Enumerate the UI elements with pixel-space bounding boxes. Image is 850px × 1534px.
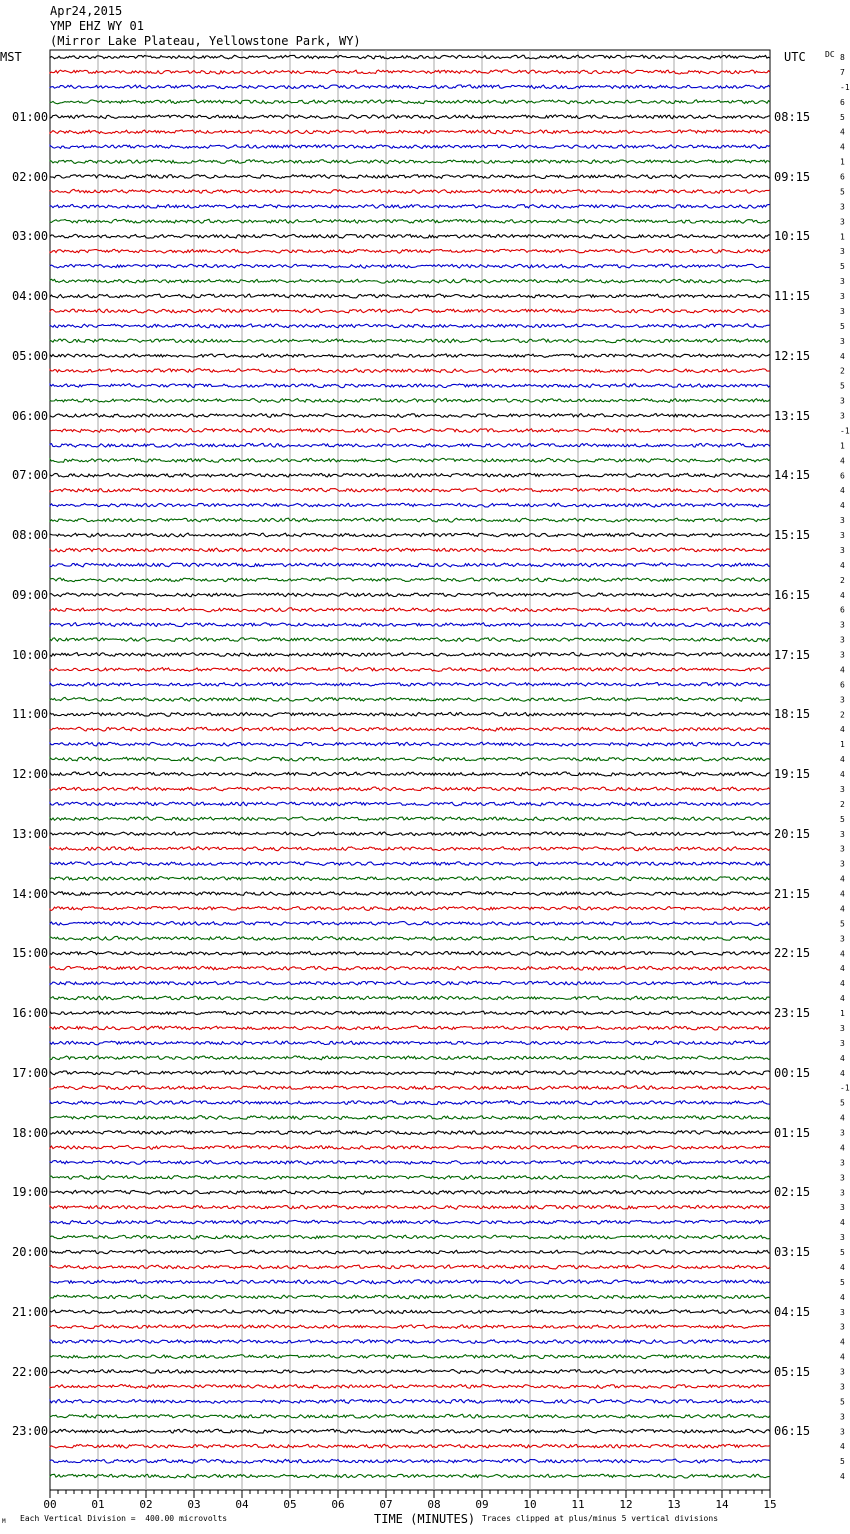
x-tick-label: 01 [91,1498,105,1511]
left-hour-label: 07:00 [12,468,49,483]
x-tick-label: 12 [619,1498,633,1511]
seismic-trace [50,354,770,358]
station-code: YMP EHZ WY 01 [50,19,144,33]
dc-offset-label: 3 [840,650,845,660]
left-axis-label: MST [0,50,22,64]
dc-offset-label: 6 [840,605,845,615]
dc-offset-label: 5 [840,112,845,122]
seismic-trace [50,1071,770,1075]
dc-offset-label: 4 [840,1262,845,1272]
seismic-trace [50,668,770,672]
right-hour-label: 21:15 [774,886,811,901]
dc-offset-label: 4 [840,1218,845,1228]
dc-offset-label: 4 [840,1352,845,1362]
dc-offset-label: 4 [840,904,845,914]
station-location: (Mirror Lake Plateau, Yellowstone Park, WY) [50,34,361,48]
x-tick-label: 06 [331,1498,345,1511]
seismic-trace [50,1250,770,1254]
seismic-trace [50,324,770,328]
right-hour-label: 04:15 [774,1304,811,1319]
dc-offset-label: 8 [840,53,845,62]
right-hour-label: 10:15 [774,229,811,244]
seismic-trace [50,742,770,746]
seismic-trace [50,802,770,806]
dc-offset-label: 4 [840,1068,845,1078]
dc-offset-label: 3 [840,784,845,794]
left-hour-label: 19:00 [12,1185,49,1200]
x-tick-label: 14 [715,1498,729,1511]
dc-offset-label: 3 [840,411,845,421]
dc-offset-label: 1 [840,1009,845,1018]
left-hour-label: 11:00 [12,707,49,722]
x-tick-label: 00 [43,1498,57,1511]
dc-offset-label: 2 [840,710,845,720]
right-hour-label: 16:15 [774,587,811,602]
left-hour-label: 06:00 [12,408,49,423]
right-hour-label: 11:15 [774,289,811,303]
dc-offset-label: 3 [840,1427,845,1437]
seismic-trace [50,414,770,418]
dc-offset-label: 4 [840,889,845,899]
seismic-trace [50,892,770,896]
right-hour-label: 19:15 [774,767,811,781]
dc-offset-label: 4 [840,560,845,570]
right-hour-label: 09:15 [774,169,811,184]
dc-offset-label: 3 [840,934,845,944]
left-hour-label: 03:00 [12,229,49,244]
seismic-trace [50,1011,770,1015]
seismic-trace [50,1026,770,1030]
seismic-trace [50,832,770,836]
x-tick-label: 13 [667,1498,681,1511]
seismic-trace [50,458,770,462]
dc-offset-label: 4 [840,1053,845,1063]
corner-mark: M [2,1518,6,1525]
left-hour-label: 18:00 [12,1125,49,1140]
seismic-trace [50,309,770,313]
right-hour-label: 05:15 [774,1364,811,1379]
dc-offset-label: 1 [840,232,845,242]
seismic-trace [50,189,770,193]
x-tick-label: 08 [427,1498,441,1511]
seismic-trace [50,966,770,970]
dc-offset-label: 4 [840,979,845,989]
left-hour-label: 14:00 [12,886,49,901]
dc-offset-label: 3 [840,247,845,257]
dc-offset-label: 4 [840,1472,845,1482]
left-hour-label: 12:00 [12,767,49,781]
right-hour-label: 02:15 [774,1185,811,1200]
dc-offset-label: 4 [840,949,845,959]
dc-offset-label: 3 [840,277,845,287]
dc-offset-label: -1 [840,426,850,436]
dc-offset-label: 4 [840,486,845,496]
seismic-trace [50,264,770,268]
dc-offset-label: 4 [840,142,845,152]
seismic-trace [50,697,770,701]
dc-offset-label: 6 [840,97,845,107]
seismic-trace [50,1056,770,1060]
dc-offset-label: 3 [840,1038,845,1048]
seismic-trace [50,1220,770,1224]
seismic-trace [50,862,770,866]
dc-offset-label: 4 [840,994,845,1004]
dc-offset-label: 3 [840,1233,845,1243]
dc-offset-label: 3 [840,1128,845,1138]
seismic-trace [50,847,770,851]
dc-offset-label: 4 [840,590,845,600]
seismic-trace [50,1370,770,1374]
x-tick-label: 15 [763,1498,777,1511]
dc-offset-label: 5 [840,381,845,391]
dc-offset-label: 1 [840,740,845,750]
dc-offset-label: 5 [840,1248,845,1257]
x-tick-label: 11 [571,1498,585,1511]
dc-offset-label: 3 [840,829,845,839]
dc-offset-label: 3 [840,620,845,630]
seismic-trace [50,130,770,134]
seismic-trace [50,608,770,612]
seismic-trace [50,384,770,388]
seismic-trace [50,936,770,940]
dc-offset-label: 3 [840,1412,845,1422]
right-axis-label: UTC [784,50,806,64]
x-tick-label: 05 [283,1498,297,1511]
dc-offset-label: 5 [840,919,845,929]
dc-offset-label: 4 [840,1143,845,1153]
seismic-trace [50,518,770,522]
seismic-trace [50,55,770,59]
seismic-trace [50,727,770,731]
left-hour-label: 01:00 [12,109,49,124]
right-hour-label: 17:15 [774,647,811,662]
x-tick-label: 09 [475,1498,489,1511]
dc-offset-label: 3 [840,545,845,555]
seismic-trace [50,1414,770,1418]
seismic-trace [50,473,770,477]
dc-offset-label: 3 [840,217,845,227]
x-tick-label: 04 [235,1498,249,1511]
seismic-trace [50,1235,770,1239]
seismic-trace [50,1146,770,1150]
dc-offset-label: 3 [840,202,845,212]
seismic-trace [50,1400,770,1404]
seismic-trace [50,1175,770,1179]
seismic-trace [50,1205,770,1209]
right-hour-label: 22:15 [774,946,811,961]
right-hour-label: 23:15 [774,1006,811,1020]
dc-offset-label: 2 [840,366,845,376]
seismic-trace [50,1101,770,1105]
seismic-trace [50,145,770,149]
dc-offset-label: 3 [840,844,845,854]
dc-offset-label: 3 [840,306,845,316]
right-hour-label: 15:15 [774,528,811,542]
dc-offset-label: 5 [840,1277,845,1287]
dc-offset-label: -1 [840,82,850,92]
dc-offset-label: 5 [840,1457,845,1467]
dc-offset-label: 3 [840,1203,845,1213]
seismic-trace [50,1131,770,1135]
seismic-trace [50,951,770,955]
dc-offset-label: 4 [840,351,845,361]
left-hour-label: 17:00 [12,1065,49,1080]
dc-offset-label: 3 [840,1367,845,1377]
seismic-trace [50,369,770,373]
dc-offset-label: 1 [840,441,845,451]
seismic-trace [50,1041,770,1045]
dc-offset-label: 3 [840,859,845,869]
seismic-trace [50,1340,770,1344]
seismic-trace [50,1444,770,1448]
dc-offset-label: 3 [840,1173,845,1183]
dc-offset-label: -1 [840,1083,850,1093]
right-hour-label: 03:15 [774,1245,811,1259]
seismic-trace [50,1265,770,1269]
seismic-trace [50,85,770,89]
left-hour-label: 13:00 [12,826,49,841]
seismic-trace [50,593,770,597]
seismic-trace [50,115,770,119]
dc-offset-label: 3 [840,336,845,346]
seismic-trace [50,563,770,567]
left-hour-label: 10:00 [12,647,49,662]
dc-offset-label: 5 [840,187,845,197]
dc-offset-label: 4 [840,725,845,735]
right-hour-label: 18:15 [774,707,811,722]
seismic-trace [50,294,770,298]
seismic-trace [50,160,770,164]
left-hour-label: 02:00 [12,169,49,184]
dc-offset-label: 3 [840,635,845,645]
dc-offset-label: 4 [840,874,845,884]
dc-offset-label: 4 [840,665,845,675]
dc-offset-label: 4 [840,1292,845,1302]
left-hour-label: 20:00 [12,1245,49,1259]
dc-offset-label: 2 [840,575,845,585]
right-hour-label: 14:15 [774,468,811,483]
dc-offset-label: 1 [840,157,845,167]
seismic-trace [50,219,770,223]
clip-note: Traces clipped at plus/minus 5 vertical divisions [482,1514,719,1523]
left-hour-label: 04:00 [12,289,49,303]
dc-offset-label: 3 [840,396,845,406]
dc-offset-label: 3 [840,531,845,540]
left-hour-label: 09:00 [12,587,49,602]
seismic-trace [50,1295,770,1299]
dc-offset-label: 4 [840,1442,845,1452]
seismic-trace [50,548,770,552]
dc-offset-label: 6 [840,172,845,182]
right-hour-label: 20:15 [774,826,811,841]
dc-offset-label: 3 [840,1322,845,1332]
dc-offset-label: 3 [840,1307,845,1317]
dc-label: DC [825,50,835,59]
left-hour-label: 21:00 [12,1304,49,1319]
seismic-trace [50,877,770,881]
seismic-trace [50,653,770,657]
dc-offset-label: 3 [840,695,845,705]
seismic-trace [50,399,770,403]
seismic-trace [50,757,770,761]
seismic-trace [50,100,770,104]
seismic-trace [50,1325,770,1329]
seismic-trace [50,175,770,179]
dc-offset-label: 4 [840,755,845,765]
seismic-trace [50,533,770,537]
dc-offset-label: 4 [840,127,845,137]
dc-offset-label: 3 [840,516,845,526]
right-hour-label: 08:15 [774,109,811,124]
left-hour-label: 05:00 [12,348,49,363]
seismic-trace [50,503,770,507]
left-hour-label: 22:00 [12,1364,49,1379]
seismic-trace [50,429,770,433]
left-hour-label: 08:00 [12,528,49,542]
seismic-trace [50,279,770,283]
right-hour-label: 00:15 [774,1065,811,1080]
seismic-trace [50,996,770,1000]
dc-offset-label: 2 [840,799,845,809]
seismic-trace [50,1429,770,1433]
seismic-trace [50,922,770,926]
seismic-trace [50,1086,770,1090]
left-hour-label: 23:00 [12,1424,49,1439]
right-hour-label: 06:15 [774,1424,811,1439]
seismic-trace [50,712,770,716]
seismic-trace [50,1190,770,1194]
dc-offset-label: 3 [840,1188,845,1198]
right-hour-label: 13:15 [774,408,811,423]
dc-offset-label: 6 [840,680,845,690]
right-hour-label: 12:15 [774,348,811,363]
seismic-trace [50,817,770,821]
scale-note: Each Vertical Division = 400.00 microvolts [20,1514,228,1523]
dc-offset-label: 3 [840,292,845,301]
seismic-trace [50,1161,770,1165]
x-tick-label: 03 [187,1498,201,1511]
seismic-trace [50,1280,770,1284]
dc-offset-label: 4 [840,1113,845,1123]
seismic-trace [50,70,770,74]
seismic-trace [50,1355,770,1359]
dc-offset-label: 4 [840,1337,845,1347]
seismic-trace [50,249,770,253]
seismic-trace [50,907,770,911]
seismic-trace [50,682,770,686]
seismic-trace [50,488,770,492]
dc-offset-label: 4 [840,501,845,511]
dc-offset-label: 5 [840,262,845,272]
dc-offset-label: 3 [840,1158,845,1168]
seismic-trace [50,638,770,642]
seismic-trace [50,1310,770,1314]
seismic-trace [50,1116,770,1120]
x-axis-label: TIME (MINUTES) [374,1512,476,1526]
seismic-trace [50,205,770,209]
seismic-trace [50,981,770,985]
dc-offset-label: 5 [840,814,845,824]
seismic-trace [50,234,770,238]
dc-offset-label: 5 [840,321,845,331]
dc-offset-label: 6 [840,471,845,481]
seismic-trace [50,772,770,776]
dc-offset-label: 4 [840,456,845,466]
x-tick-label: 02 [139,1498,153,1511]
seismic-trace [50,443,770,447]
dc-offset-label: 5 [840,1397,845,1407]
seismic-trace [50,1385,770,1389]
left-hour-label: 16:00 [12,1006,49,1020]
dc-offset-label: 5 [840,1098,845,1108]
dc-offset-label: 4 [840,964,845,974]
x-tick-label: 10 [523,1498,537,1511]
seismic-trace [50,1459,770,1463]
seismic-trace [50,339,770,343]
right-hour-label: 01:15 [774,1125,811,1140]
dc-offset-label: 3 [840,1023,845,1033]
dc-offset-label: 4 [840,770,845,779]
seismic-trace [50,623,770,627]
seismic-trace [50,1474,770,1478]
dc-offset-label: 7 [840,67,845,77]
chart-date: Apr24,2015 [50,4,123,18]
x-tick-label: 07 [379,1498,393,1511]
seismic-trace [50,578,770,582]
seismic-trace [50,787,770,791]
dc-offset-label: 3 [840,1382,845,1392]
left-hour-label: 15:00 [12,946,49,961]
